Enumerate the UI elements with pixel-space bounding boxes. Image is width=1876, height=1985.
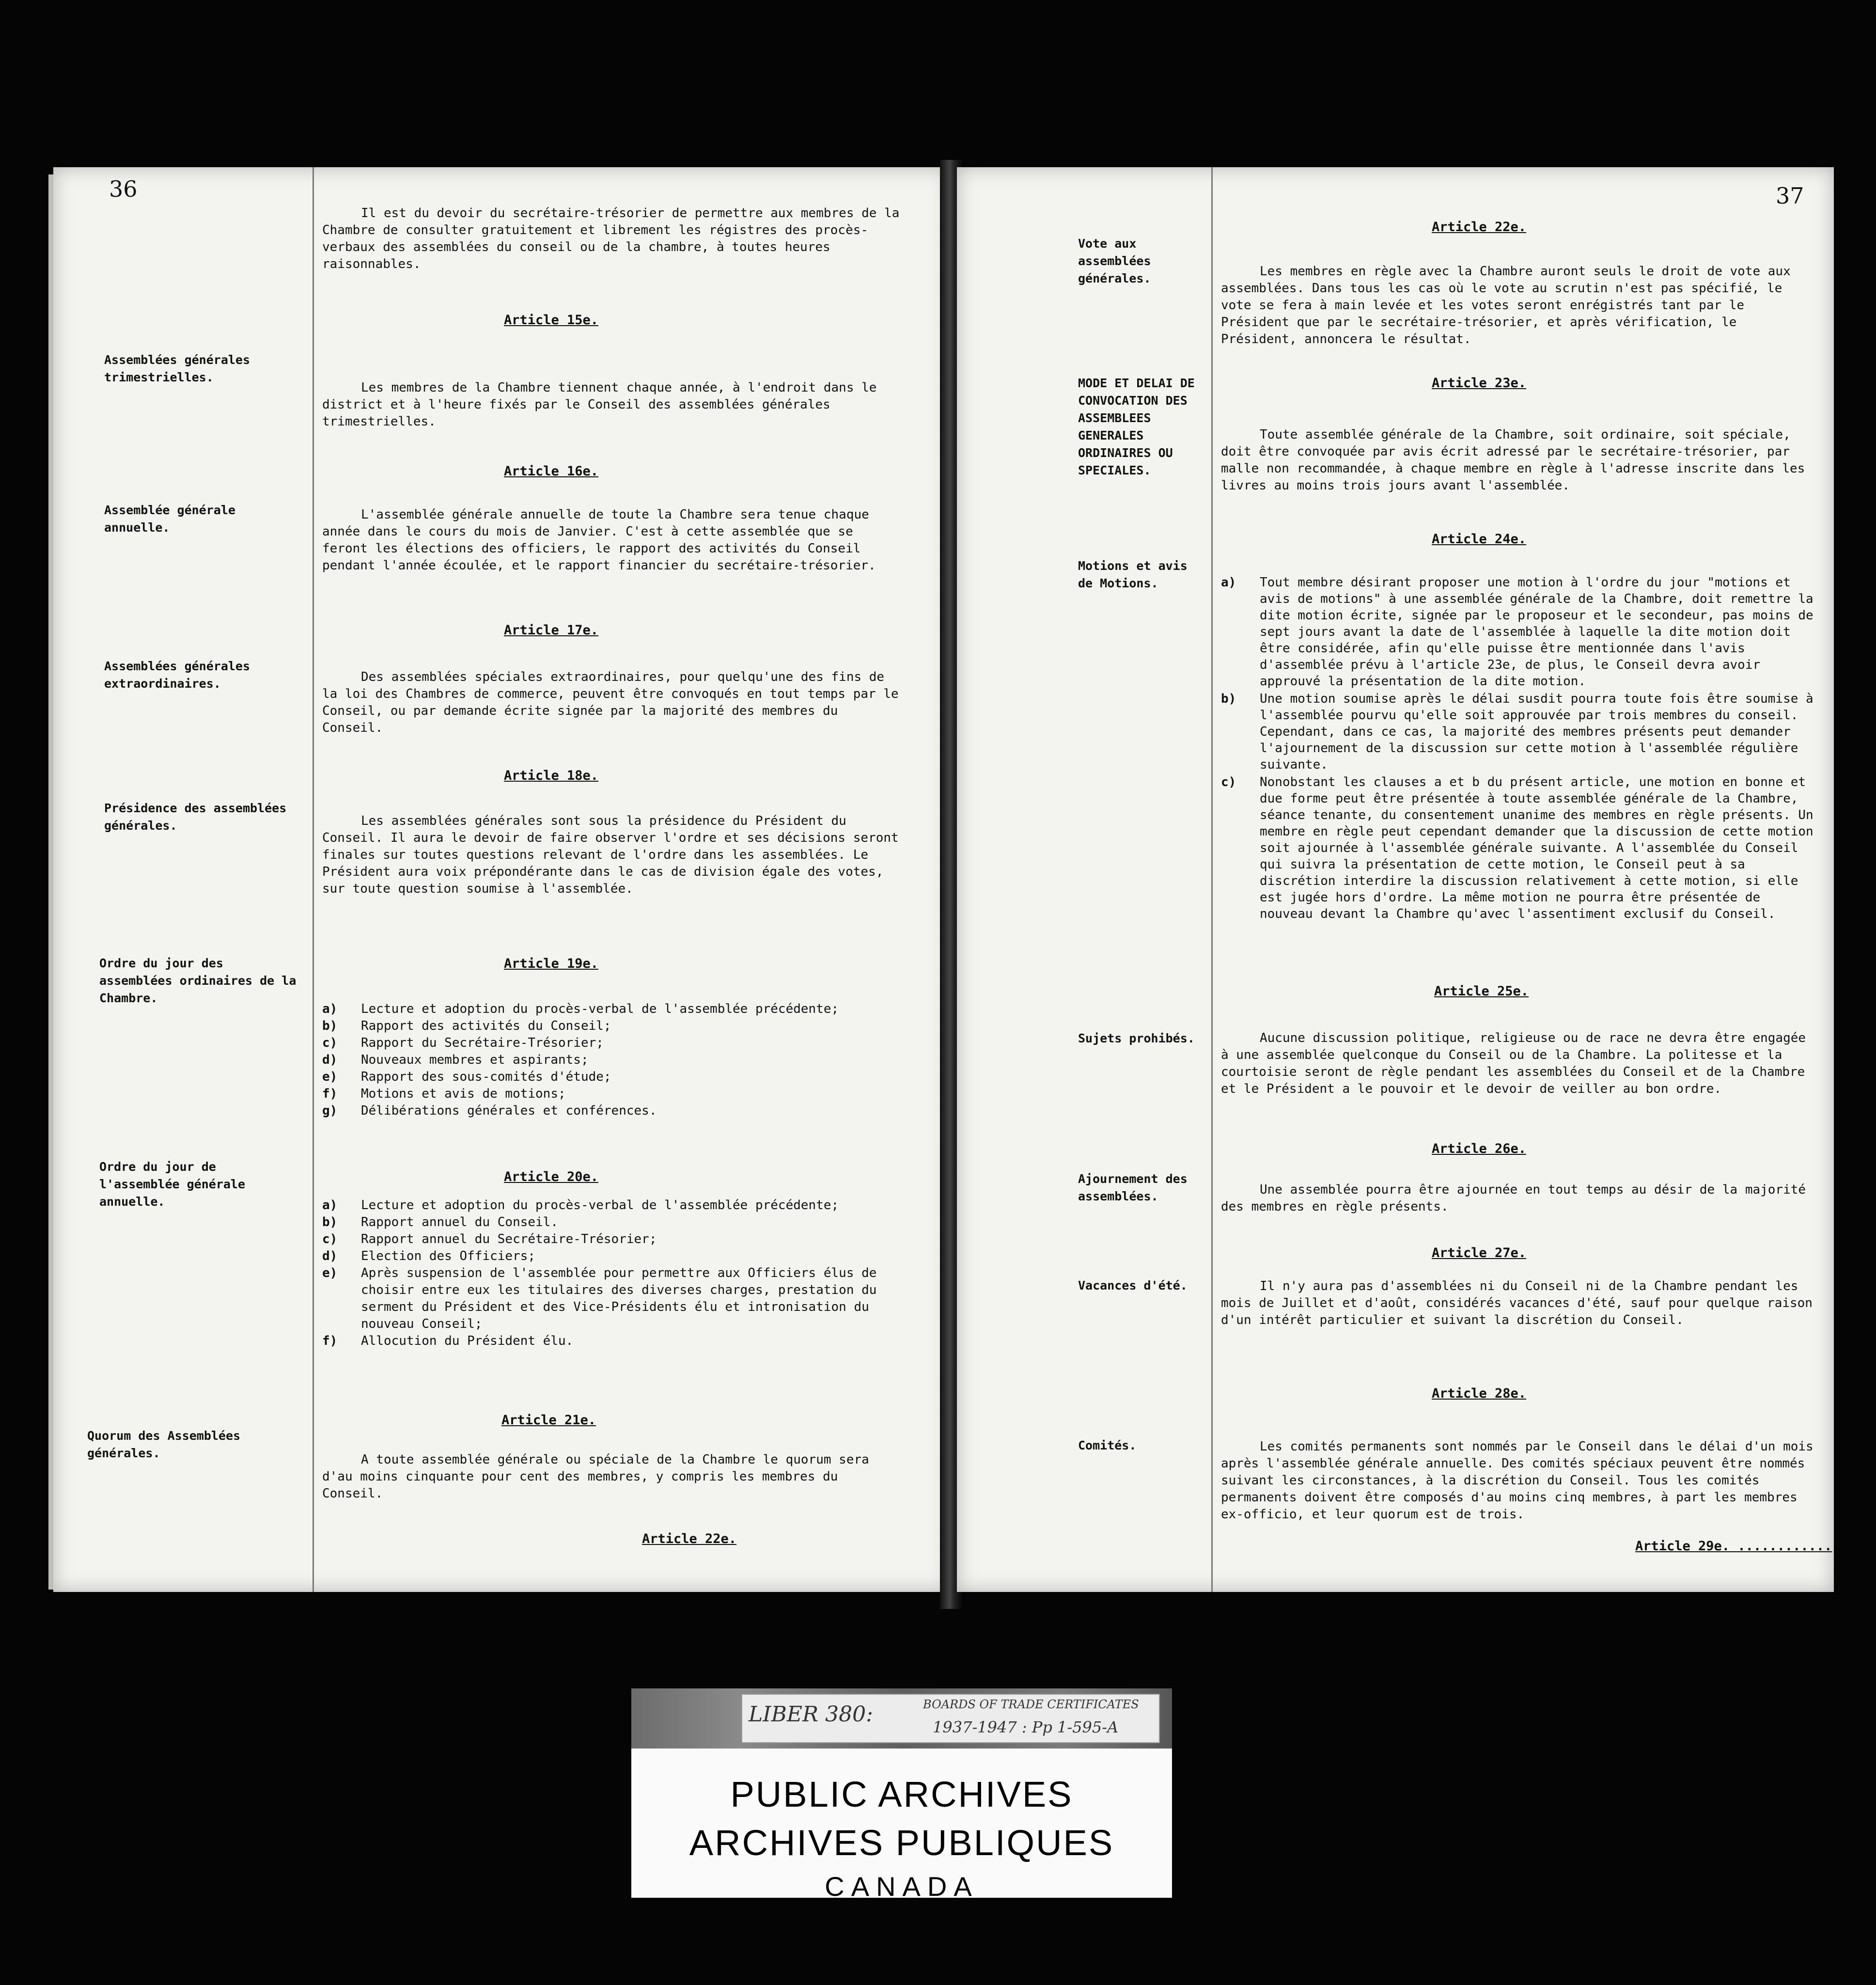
article-text: Une assemblée pourra être ajournée en tout temps au désir de la majorité des membres en règle présents. <box>1221 1182 1806 1214</box>
margin-note: Assemblées générales trimestrielles. <box>104 353 250 384</box>
margin-note: Ajournement des assemblées. <box>1078 1172 1188 1203</box>
page-number: 36 <box>109 176 138 202</box>
archive-subtitle: ARCHIVES PUBLIQUES <box>689 1823 1114 1863</box>
archive-country: CANADA <box>825 1871 979 1902</box>
next-article-heading: Article 22e. <box>642 1531 737 1546</box>
list-item: a) Lecture et adoption du procès-verbal de l'assemblée précédente; <box>322 1198 839 1213</box>
article-text: Des assemblées spéciales extraordinaires, pour quelqu'une des fins de la loi des Chambres de commerce, peuvent être convoqués en tout temps par le Conseil, ou par demande écrite signée par la majorité des membres du Conseil. <box>322 670 899 735</box>
margin-note: Vacances d'été. <box>1078 1278 1188 1292</box>
article-heading: Article 21e. <box>501 1413 596 1428</box>
margin-note: Ordre du jour de l'assemblée générale annuelle. <box>99 1160 246 1209</box>
article-heading: Article 15e. <box>504 313 599 328</box>
next-article-heading: Article 29e. ............ <box>1635 1539 1832 1554</box>
agenda-list <box>322 1001 904 1119</box>
margin-note: Assemblée générale annuelle. <box>104 503 235 535</box>
list-item: d) Election des Officiers; <box>322 1249 536 1263</box>
motion-clauses <box>1221 574 1817 923</box>
page-number: 37 <box>1776 183 1804 209</box>
article-heading: Article 28e. <box>1432 1386 1527 1401</box>
margin-note: Présidence des assemblées générales. <box>104 801 287 833</box>
article-heading: Article 23e. <box>1432 376 1527 391</box>
margin-note: Ordre du jour des assemblées ordinaires de la Chambre. <box>99 956 297 1005</box>
margin-note: Sujets prohibés. <box>1078 1031 1195 1045</box>
article-text: Les assemblées générales sont sous la présidence du Président du Conseil. Il aura le devoir de faire observer l'ordre et ses décisions seront finales sur toutes questions relevant de l'ordre dans les assemblées. Le Président aura voix prépondérante dans le cas de division égale des votes, sur toute question soumise à l'assemblée. <box>322 814 899 896</box>
list-item: c) Rapport du Secrétaire-Trésorier; <box>322 1036 604 1050</box>
article-heading: Article 25e. <box>1434 984 1529 999</box>
article-text: Il n'y aura pas d'assemblées ni du Conseil ni de la Chambre pendant les mois de Juillet et d'août, considérés vacances d'été, sauf pour quelque raison d'un intérêt particulier et suivant la discrétion du Conseil. <box>1221 1279 1813 1327</box>
list-item: g) Délibérations générales et conférences. <box>322 1103 657 1118</box>
list-item: c) Rapport annuel du Secrétaire-Trésorier; <box>322 1232 657 1246</box>
article-heading: Article 19e. <box>504 956 599 971</box>
archive-title: PUBLIC ARCHIVES <box>730 1774 1073 1814</box>
article-text: Les membres en règle avec la Chambre auront seuls le droit de vote aux assemblées. Dans tous les cas où le vote au scrutin n'est pas spécifié, le vote se fera à main levée et les votes seront enrégistrés tant par le Président que par le secrétaire-trésorier, et après vérification, le Président, annoncera le résultat. <box>1221 264 1791 347</box>
margin-note: MODE ET DELAI DE CONVOCATION DES ASSEMBLEES GENERALES ORDINAIRES OU SPECIALES. <box>1078 376 1195 477</box>
left-page <box>53 167 950 1592</box>
list-item: e) Après suspension de l'assemblée pour permettre aux Officiers élus de choisir entre eux les titulaires des diverses charges, prestation du serment du Président et des Vice-Présidents élu et intronisation du nouveau Conseil; <box>322 1266 877 1331</box>
clause-item: a) Tout membre désirant proposer une motion à l'ordre du jour "motions et avis de motions" à une assemblée générale de la Chambre, doit remettre la dite motion écrite, signée par le proposeur et le secondeur, pas moins de sept jours avant la date de l'assemblée à laquelle la dite motion doit être considérée, afin qu'elle puisse être mentionnée dans l'avis d'assemblée prévu à l'article 23e, de plus, le Conseil devra avoir approuvé la présentation de la dite motion. <box>1221 575 1813 689</box>
list-item: f) Allocution du Président élu. <box>322 1334 574 1348</box>
margin-note: Vote aux assemblées générales. <box>1078 236 1151 285</box>
liber-number: LIBER 380: <box>749 1702 873 1727</box>
margin-note: Comités. <box>1078 1438 1137 1452</box>
article-heading: Article 22e. <box>1432 220 1527 235</box>
article-text: Les membres de la Chambre tiennent chaque année, à l'endroit dans le district et à l'heure fixés par le Conseil des assemblées générales trimestrielles. <box>322 380 877 429</box>
handwritten-dates: 1937-1947 : Pp 1-595-A <box>933 1718 1119 1736</box>
margin-note: Assemblées générales extraordinaires. <box>104 659 250 691</box>
list-item: e) Rapport des sous-comités d'étude; <box>322 1070 611 1084</box>
list-item: d) Nouveaux membres et aspirants; <box>322 1053 589 1067</box>
article-heading: Article 27e. <box>1432 1245 1527 1260</box>
article-heading: Article 26e. <box>1432 1141 1527 1156</box>
clause-item: b) Une motion soumise après le délai susdit pourra toute fois être soumise à l'assemblée pourvu qu'elle soit approuvée par trois membres du conseil. Cependant, dans ce cas, la majorité des membres présents peut demander l'ajournement de la discussion sur cette motion à l'assemblée régulière suivante. <box>1221 692 1813 772</box>
clause-item: c) Nonobstant les clauses a et b du présent article, une motion en bonne et due forme peut être présentée à toute assemblée générale de la Chambre, séance tenante, du consentement unanime des membres en règle présents. Un membre en règle peut cependant demander que la discussion de cette motion soit ajournée à l'assemblée générale suivante. A l'assemblée du Conseil qui suivra la présentation de cette motion, le Conseil peut à sa discrétion interdire la discussion relativement à cette motion, si elle est jugée hors d'ordre. La même motion ne pourra être présentée de nouveau devant la Chambre qu'avec l'assentiment exclusif du Conseil. <box>1221 775 1813 921</box>
list-item: b) Rapport annuel du Conseil. <box>322 1215 558 1229</box>
article-text: Toute assemblée générale de la Chambre, soit ordinaire, soit spéciale, doit être convoquée par avis écrit adressé par le secrétaire-trésorier, par malle non recommandée, à chaque membre en règle à l'adresse inscrite dans les livres au moins trois jours avant l'assemblée. <box>1221 427 1805 493</box>
margin-note: Quorum des Assemblées générales. <box>87 1429 241 1460</box>
agenda-list <box>322 1197 904 1350</box>
margin-note: Motions et avis de Motions. <box>1078 559 1188 590</box>
article-text: Les comités permanents sont nommés par le Conseil dans le délai d'un mois après l'assemblée générale annuelle. Des comités spéciaux peuvent être nommés suivant les circonstances, à la discrétion du Conseil. Tous les comités permanents doivent être composés d'au moins cinq membres, à part les membres ex-officio, et leur quorum est de trois. <box>1221 1439 1813 1522</box>
intro-paragraph: Il est du devoir du secrétaire-trésorier de permettre aux membres de la Chambre de consulter gratuitement et librement les régistres des procès-verbaux des assemblées du conseil ou de la chambre, à toutes heures raisonnables. <box>322 206 900 271</box>
article-heading: Article 16e. <box>504 464 599 479</box>
article-heading: Article 17e. <box>504 623 599 638</box>
article-text: Aucune discussion politique, religieuse ou de race ne devra être engagée à une assemblée quelconque du Conseil ou de la Chambre. La politesse et la courtoisie seront de règle pendant les assemblées du Conseil et de la Chambre et le Président a le pouvoir et le devoir de veiller au bon ordre. <box>1221 1031 1806 1096</box>
handwritten-title: BOARDS OF TRADE CERTIFICATES <box>923 1698 1139 1711</box>
article-text: A toute assemblée générale ou spéciale de la Chambre le quorum sera d'au moins cinquante pour cent des membres, y compris les membres du Conseil. <box>322 1452 869 1501</box>
article-heading: Article 24e. <box>1432 532 1527 547</box>
list-item: b) Rapport des activités du Conseil; <box>322 1019 611 1033</box>
list-item: f) Motions et avis de motions; <box>322 1087 566 1101</box>
article-heading: Article 20e. <box>504 1169 599 1184</box>
list-item: a) Lecture et adoption du procès-verbal de l'assemblée précédente; <box>322 1002 839 1016</box>
margin-rule <box>313 167 314 1592</box>
article-text: L'assemblée générale annuelle de toute la Chambre sera tenue chaque année dans le cours du mois de Janvier. C'est à cette assemblée que se feront les élections des officiers, le rapport des activités du Conseil pendant l'année écoulée, et le rapport financier du secrétaire-trésorier. <box>322 507 876 573</box>
right-page <box>957 167 1834 1592</box>
article-heading: Article 18e. <box>504 768 599 783</box>
